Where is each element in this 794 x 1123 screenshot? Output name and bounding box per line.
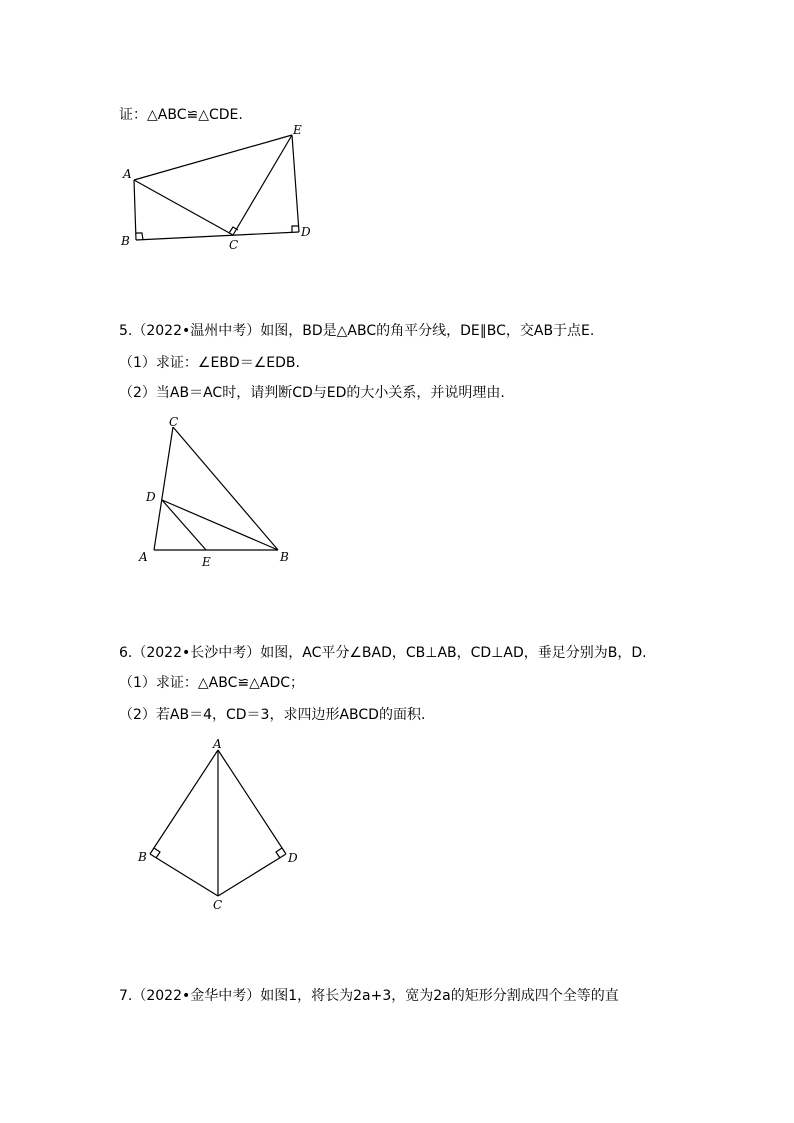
segment-bd (136, 232, 299, 240)
figure-2-triangle-abc-bisector (130, 410, 300, 570)
q6-stem: 6.（2022•长沙中考）如图，AC平分∠BAD，CB⊥AB，CD⊥AD，垂足分别为B，D. (119, 645, 647, 661)
q5-part-1: （1）求证：∠EBD＝∠EDB. (119, 355, 300, 371)
segment-ce (233, 135, 292, 235)
figure-3-kite-abcd (130, 735, 310, 915)
label-b: B (280, 550, 289, 564)
label-c: C (229, 238, 239, 252)
segment-dc (218, 854, 286, 896)
label-c: C (213, 898, 223, 912)
segment-ed (292, 135, 299, 232)
right-angle-mark-d (292, 226, 298, 232)
label-d: D (288, 851, 298, 865)
segment-ac (154, 427, 173, 550)
q6-part-1: （1）求证：△ABC≌△ADC； (119, 675, 305, 691)
label-d: D (146, 490, 156, 504)
segment-db (162, 500, 278, 550)
q5-stem: 5.（2022•温州中考）如图，BD是△ABC的角平分线，DE∥BC，交AB于点E. (119, 323, 595, 339)
q5-part-2: （2）当AB＝AC时，请判断CD与ED的大小关系，并说明理由. (119, 385, 505, 401)
segment-de (162, 500, 206, 550)
q6-part-2: （2）若AB＝4，CD＝3，求四边形ABCD的面积. (119, 707, 426, 723)
label-c: C (169, 415, 179, 429)
label-b: B (121, 234, 130, 248)
label-a: A (213, 737, 222, 751)
label-a: A (123, 167, 132, 181)
segment-ad (218, 750, 286, 854)
segment-ac (134, 180, 233, 235)
segment-bc (150, 854, 218, 896)
segment-ab (134, 180, 136, 240)
segment-ab (150, 750, 218, 854)
label-d: D (301, 225, 311, 239)
q7-stem: 7.（2022•金华中考）如图1，将长为2a+3，宽为2a的矩形分割成四个全等的直 (119, 988, 619, 1004)
label-e: E (293, 123, 302, 137)
label-b: B (138, 850, 147, 864)
segment-ae (134, 135, 292, 180)
label-a: A (139, 550, 148, 564)
label-e: E (202, 555, 211, 569)
right-angle-mark-b (136, 233, 143, 240)
q4-prove-line: 证：△ABC≌△CDE. (119, 107, 243, 123)
figure-1-triangles-abc-cde (110, 120, 330, 260)
segment-cb (173, 427, 278, 550)
